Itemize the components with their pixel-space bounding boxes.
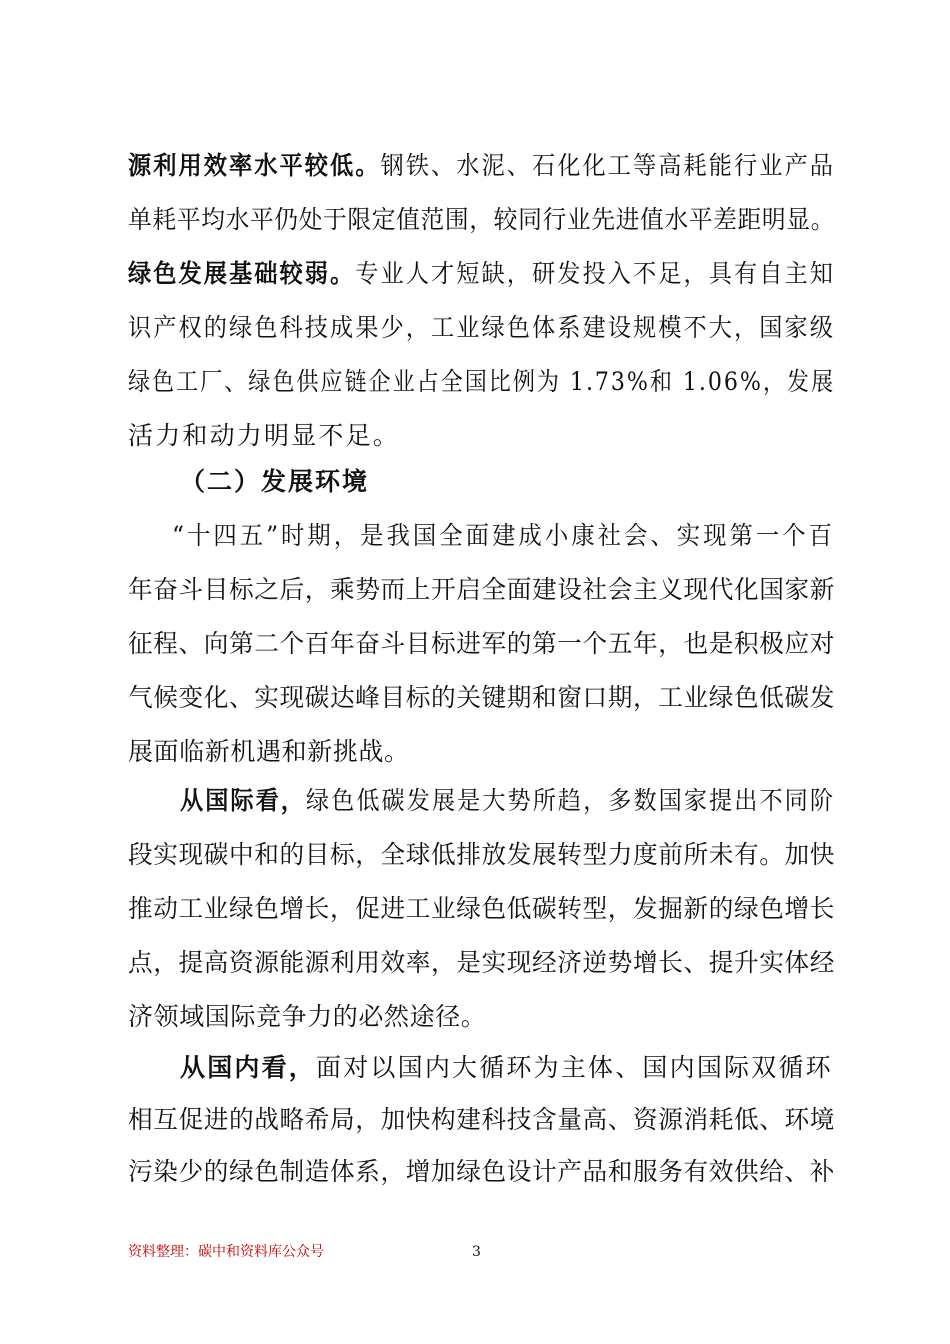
paragraph-line: 征程、向第二个百年奋斗目标进军的第一个五年，也是积极应对 (128, 629, 835, 658)
paragraph-line: 相互促进的战略希局，加快构建科技含量高、资源消耗低、环境 (128, 1105, 835, 1134)
section-heading: （二）发展环境 (180, 467, 370, 496)
body-text: 专业人才短缺，研发投入不足，具有自主知 (355, 259, 836, 288)
paragraph-line: 济领域国际竞争力的必然途径。 (128, 1002, 487, 1031)
paragraph-line: 活力和动力明显不足。 (128, 421, 401, 450)
paragraph-line: 绿色工厂、绿色供应链企业占全国比例为 1.73%和 1.06%，发展 (128, 367, 836, 396)
paragraph-line: 点，提高资源能源利用效率，是实现经济逆势增长、提升实体经 (128, 948, 835, 977)
paragraph-line (180, 785, 835, 817)
paragraph-line: 气候变化、实现碳达峰目标的关键期和窗口期，工业绿色低碳发 (128, 683, 835, 712)
footer-source-note: 资料整理：碳中和资料库公众号 (128, 1244, 324, 1260)
paragraph-line (128, 150, 835, 182)
paragraph-line (180, 1052, 833, 1084)
body-text: 绿色低碳发展是大势所趋，多数国家提出不同阶 (305, 786, 836, 815)
paragraph-line: 年奋斗目标之后，乘势而上开启全面建设社会主义现代化国家新 (128, 575, 835, 604)
paragraph-line (128, 258, 835, 290)
bold-lead-text: 从国际看， (180, 786, 306, 815)
body-text: 钢铁、水泥、石化化工等高耗能行业产品 (380, 151, 836, 180)
paragraph-line: 段实现碳中和的目标，全球低排放发展转型力度前所未有。加快 (128, 840, 835, 869)
bold-lead-text: 源利用效率水平较低。 (128, 151, 381, 180)
paragraph-line: 污染少的绿色制造体系，增加绿色设计产品和服务有效供给、补 (128, 1157, 835, 1186)
body-text: 面对以国内大循环为主体、国内国际双循环 (316, 1053, 833, 1082)
page-number: 3 (472, 1244, 481, 1260)
paragraph-line: 展面临新机遇和新挑战。 (128, 737, 410, 766)
paragraph-line: “十四五”时期，是我国全面建成小康社会、实现第一个百 (172, 521, 835, 550)
paragraph-line: 单耗平均水平仍处于限定值范围，较同行业先进值水平差距明显。 (128, 205, 835, 234)
paragraph-line: 识产权的绿色科技成果少，工业绿色体系建设规模不大，国家级 (128, 313, 836, 342)
paragraph-line: 推动工业绿色增长，促进工业绿色低碳转型，发掘新的绿色增长 (128, 894, 835, 923)
bold-lead-text: 从国内看， (180, 1053, 317, 1082)
bold-lead-text: 绿色发展基础较弱。 (128, 259, 356, 288)
